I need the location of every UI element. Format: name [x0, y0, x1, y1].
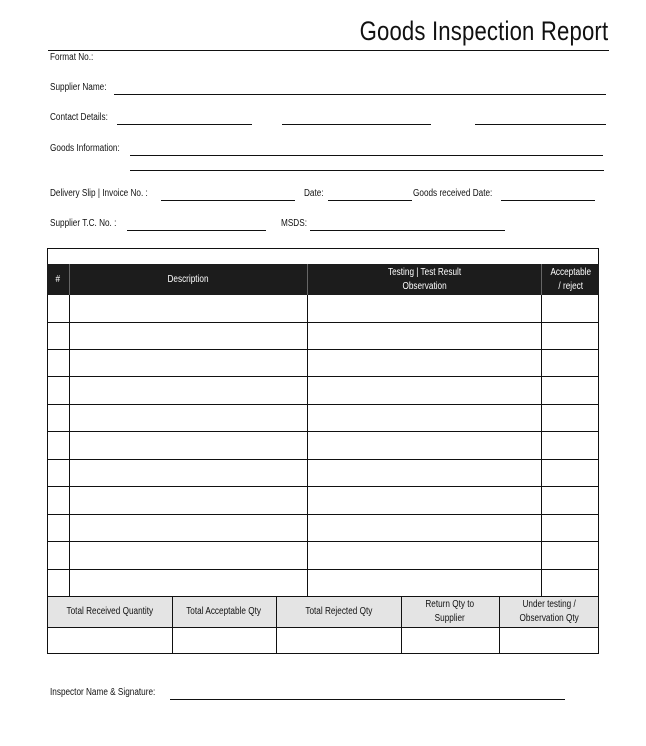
table-row[interactable] — [47, 569, 599, 570]
date-field[interactable] — [328, 200, 412, 201]
table-row[interactable] — [47, 349, 599, 350]
table-row[interactable] — [47, 404, 599, 405]
column-divider — [307, 295, 308, 597]
total-received-cell[interactable] — [172, 597, 173, 654]
goods-information-field-2[interactable] — [130, 170, 604, 171]
column-divider — [69, 295, 70, 597]
supplier-name-field[interactable] — [114, 94, 606, 95]
contact-details-label: Contact Details: — [50, 112, 108, 123]
header-acceptable: Acceptable / reject — [550, 266, 591, 292]
return-qty-label: Return Qty to Supplier — [425, 599, 475, 624]
goods-information-label: Goods Information: — [50, 143, 120, 154]
page-title: Goods Inspection Report — [359, 16, 608, 46]
table-row[interactable] — [47, 431, 599, 432]
contact-details-field-1[interactable] — [117, 124, 252, 125]
delivery-slip-field[interactable] — [161, 200, 295, 201]
msds-field[interactable] — [310, 230, 505, 231]
title-rule — [48, 50, 609, 51]
total-rejected-label: Total Rejected Qty — [304, 606, 373, 617]
table-row[interactable] — [47, 376, 599, 377]
date-label: Date: — [304, 188, 324, 199]
inspector-label: Inspector Name & Signature: — [50, 687, 156, 698]
delivery-slip-label: Delivery Slip | Invoice No. : — [50, 188, 148, 199]
table-row[interactable] — [47, 322, 599, 323]
total-acceptable-label: Total Acceptable Qty — [186, 606, 262, 617]
inspector-field[interactable] — [170, 699, 565, 700]
return-qty-cell[interactable] — [499, 597, 500, 654]
goods-information-field-1[interactable] — [130, 155, 603, 156]
column-divider — [541, 295, 542, 597]
table-row[interactable] — [47, 459, 599, 460]
contact-details-field-2[interactable] — [282, 124, 431, 125]
contact-details-field-3[interactable] — [475, 124, 606, 125]
total-received-label: Total Received Quantity — [66, 606, 153, 617]
table-row[interactable] — [47, 541, 599, 542]
msds-label: MSDS: — [281, 218, 307, 229]
table-row[interactable] — [47, 514, 599, 515]
goods-received-date-field[interactable] — [501, 200, 595, 201]
under-testing-label: Under testing / Observation Qty — [519, 599, 579, 624]
format-no-label: Format No.: — [50, 52, 94, 63]
supplier-tc-label: Supplier T.C. No. : — [50, 218, 117, 229]
table-row[interactable] — [47, 486, 599, 487]
header-description: Description — [167, 273, 209, 285]
total-acceptable-cell[interactable] — [276, 597, 277, 654]
header-number: # — [55, 273, 61, 285]
supplier-tc-field[interactable] — [127, 230, 266, 231]
inspection-table — [47, 248, 599, 654]
total-rejected-cell[interactable] — [401, 597, 402, 654]
supplier-name-label: Supplier Name: — [50, 82, 107, 93]
goods-received-date-label: Goods received Date: — [413, 188, 493, 199]
header-testing: Testing | Test Result Observation — [387, 266, 462, 292]
